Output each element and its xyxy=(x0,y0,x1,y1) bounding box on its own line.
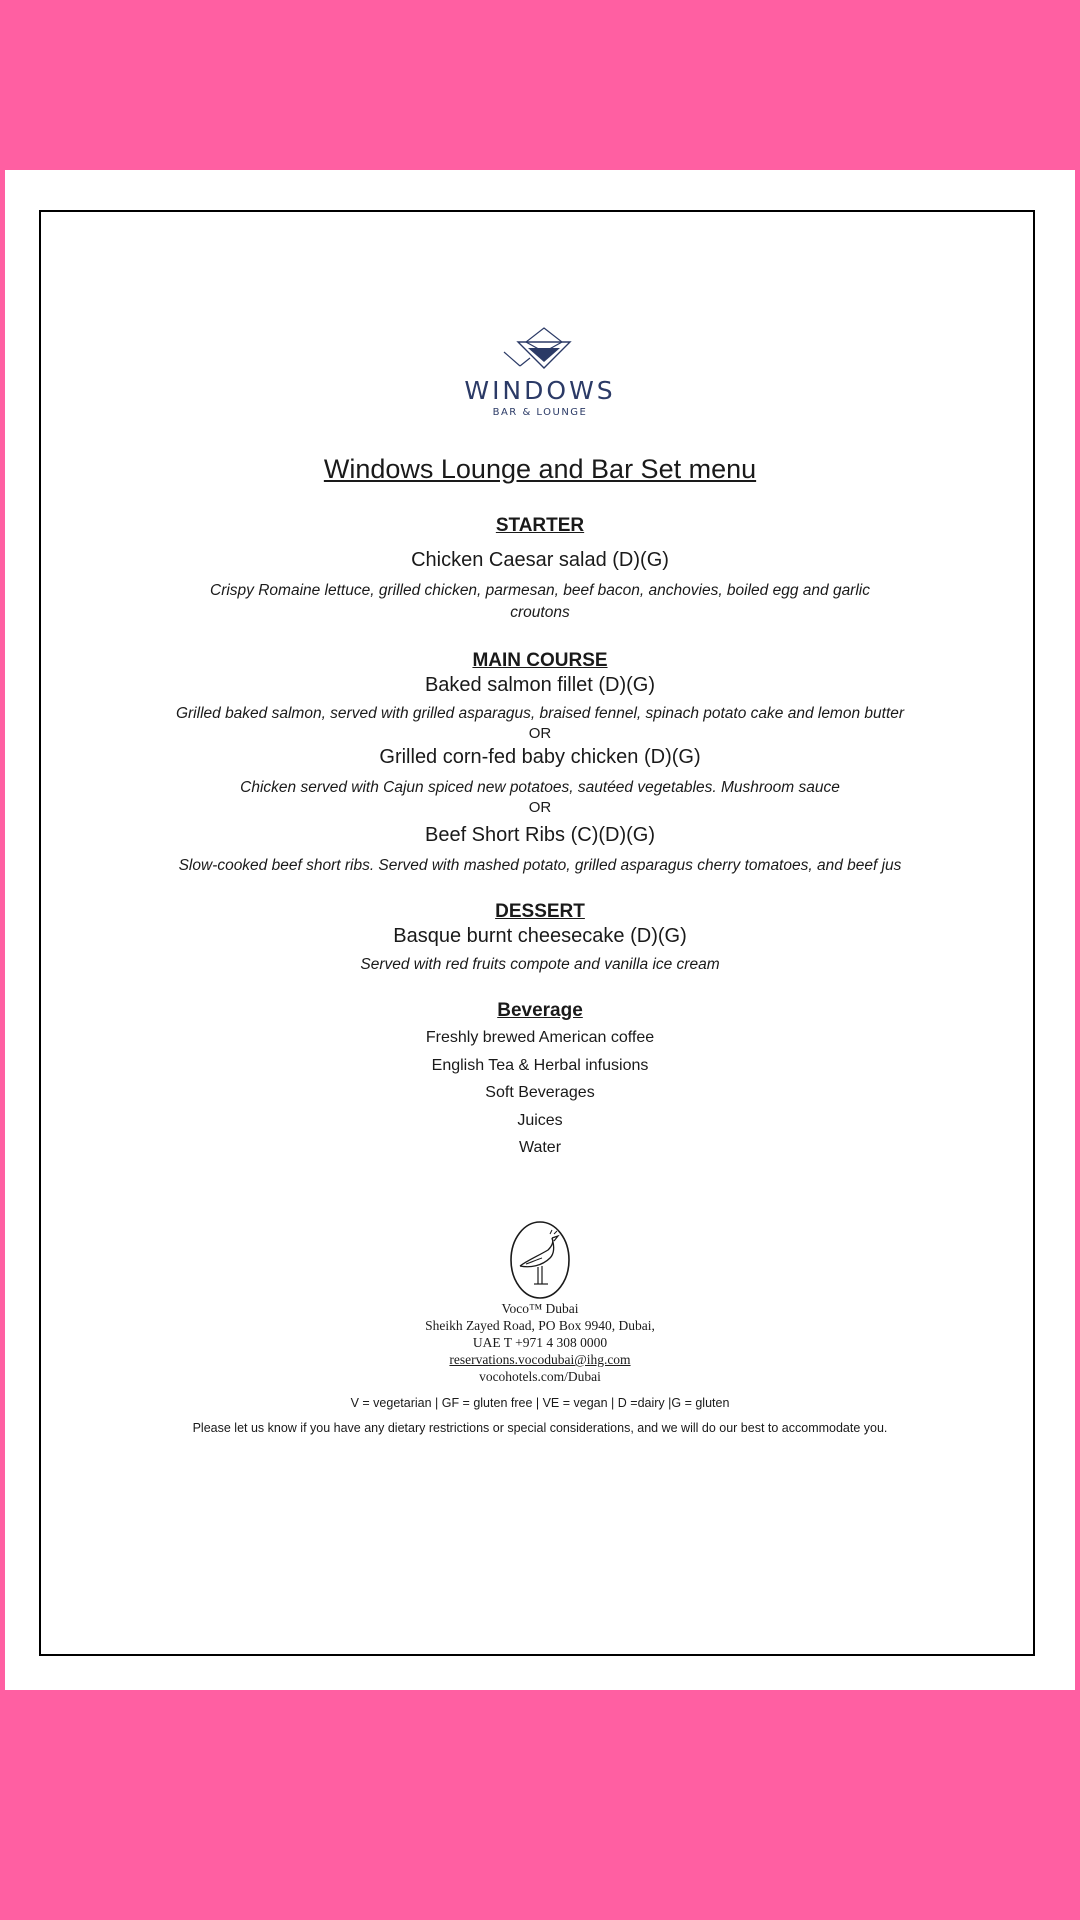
starter-section xyxy=(5,515,1075,624)
windows-logo xyxy=(5,322,1075,432)
starter-heading: STARTER xyxy=(495,515,585,536)
hotel-address xyxy=(5,1300,1075,1385)
dish-name: Grilled corn-fed baby chicken (D)(G) xyxy=(379,746,701,768)
dish-name: Beef Short Ribs (C)(D)(G) xyxy=(424,824,656,846)
or-separator: OR xyxy=(528,725,552,742)
menu-content xyxy=(5,454,1075,1162)
email-link[interactable]: reservations.vocodubai@ihg.com xyxy=(449,1352,631,1367)
dish-description: Chicken served with Cajun spiced new potatoes, sautéed vegetables. Mushroom sauce xyxy=(240,779,840,796)
or-separator: OR xyxy=(528,799,552,816)
dietary-legend: V = vegetarian | GF = gluten free | VE = vegan | D =dairy |G = gluten xyxy=(350,1396,730,1410)
dish-description: Served with red fruits compote and vanilla ice cream xyxy=(360,956,720,973)
hotel-name: Voco™ Dubai xyxy=(501,1301,579,1316)
dish-name: Basque burnt cheesecake (D)(G) xyxy=(393,925,687,947)
beverage-item: Soft Beverages xyxy=(485,1084,595,1101)
website-link[interactable]: vocohotels.com/Dubai xyxy=(479,1369,601,1384)
dish-description: Slow-cooked beef short ribs. Served with mashed potato, grilled asparagus cherry tomatoes, and beef jus xyxy=(178,857,902,874)
menu-page xyxy=(5,170,1075,1690)
dish-name: Baked salmon fillet (D)(G) xyxy=(424,674,656,696)
dietary-note: Please let us know if you have any dietary restrictions or special considerations, and we will do our best to accommodate you. xyxy=(192,1421,888,1435)
logo-subtitle: BAR & LOUNGE xyxy=(492,407,588,418)
voco-logo xyxy=(5,1220,1075,1300)
beverage-section xyxy=(5,1000,1075,1162)
dessert-section xyxy=(5,901,1075,976)
street-address: Sheikh Zayed Road, PO Box 9940, Dubai, xyxy=(425,1318,655,1333)
menu-title: Windows Lounge and Bar Set menu xyxy=(323,454,757,484)
dessert-heading: DESSERT xyxy=(495,901,585,922)
dish-description: Crispy Romaine lettuce, grilled chicken, parmesan, beef bacon, anchovies, boiled egg and garlic croutons xyxy=(210,582,870,621)
beverage-heading: Beverage xyxy=(497,1000,583,1021)
beverage-item: Water xyxy=(518,1139,562,1156)
beverage-item: Juices xyxy=(517,1111,563,1129)
cocktail-glass-icon xyxy=(500,322,580,374)
main-course-section xyxy=(5,650,1075,877)
beverage-item: Freshly brewed American coffee xyxy=(425,1029,655,1046)
phone-line: UAE T +971 4 308 0000 xyxy=(472,1335,608,1350)
logo-wordmark: WINDOWS xyxy=(464,376,616,405)
dish-description: Grilled baked salmon, served with grilled asparagus, braised fennel, spinach potato cake and lemon butter xyxy=(175,705,905,722)
beverage-item: English Tea & Herbal infusions xyxy=(431,1056,649,1074)
bird-emblem-icon xyxy=(508,1220,572,1300)
main-course-heading: MAIN COURSE xyxy=(472,650,608,671)
dish-name: Chicken Caesar salad (D)(G) xyxy=(411,549,669,571)
